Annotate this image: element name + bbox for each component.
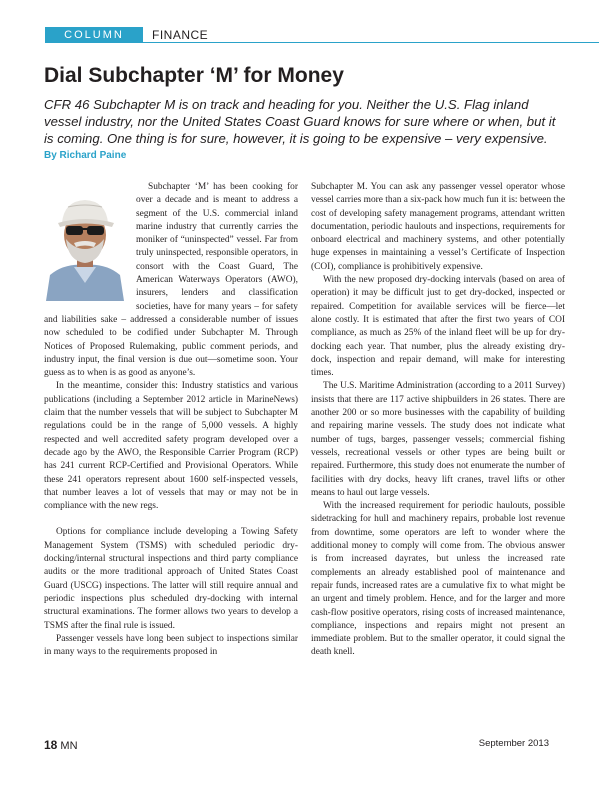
body-paragraph: With the new proposed dry-docking intervals (based on area of operation) it may be difficult just to get dry-docked, inspected or repaired. Competition for available services will be fierce—let alone costly. It is estimated that after the first two years of COI compliance, as much as 25% of the inland fleet will be up for dry-docking each year. That number, plus the already existing dry-dock, inspection and repair demand, will make for interesting times. xyxy=(311,275,565,379)
body-paragraph: Options for compliance include developing a Towing Safety Management System (TSMS) with scheduled periodic dry-docking/internal structural inspections and third party compliance audits or the more traditional approach of United States Coast Guard (USCG) inspections. The latter will still require annual and periodic inspections plus scheduled dry-docking with internal structural examinations. The former allows two years to develop a TSMS after the final rule is issued. xyxy=(44,527,298,631)
page-folio xyxy=(44,738,78,752)
body-paragraph: Subchapter M. You can ask any passenger vessel operator whose vessel carries more than a six-pack how much fun it is: between the cost of developing safety management programs, attendant written documentation, periodic haulouts and inspections, requirements for onboard electrical and machinery systems, and other potentially huge expenses in maintaining a vessel’s Certificate of Inspection (COI), compliance is prohibitively expensive. xyxy=(311,182,565,272)
article-headline: Dial Subchapter ‘M’ for Money xyxy=(44,64,344,87)
body-paragraph: In the meantime, consider this: Industry statistics and various publications (including a September 2012 article in MarineNews) claim that the number vessels that will be subject to Subchapter M regulations could be in the range of 5,000 vessels. A highly respected and well accredited safety program developed over a decade ago by the AWO, the Responsible Carrier Program (RCP) has 241 current RCP-Certified and Provisional Operators. While these 241 operators represent about 1600 self-inspected vessels, that number leaves a lot of vessels that may or may not be in compliance with the new regs. xyxy=(44,381,298,512)
body-paragraph: The U.S. Maritime Administration (according to a 2011 Survey) insists that there are 117 active shipbuilders in 26 states. There are another 200 or so more businesses with the capability of building and repairing marine vessels. The study does not indicate what number of tugs, barges, passenger vessels; commercial fishing vessels, recreational vessels or other types are being built or repaired. Furthermore, this study does not enumerate the number of facilities with dry docks, heavy lift cranes, travel lifts or other means to haul out large vessels. xyxy=(311,381,565,498)
section-name: FINANCE xyxy=(152,28,209,42)
author-photo xyxy=(44,183,126,301)
body-paragraph: Subchapter ‘M’ has been cooking for over a decade and is meant to address a segment of the U.S. commercial inland marine industry that currently carries the moniker of “uninspected” vessel. Far from truly uninspected, responsible operators, in consort with the Coast Guard, The American Waterways Operators (AWO), insurers, lenders and classification societies, have for many years – for safety and liabilities sake – addressed a considerable number of issues now scheduled to be codified under Subchapter M. Through Notices of Proposed Rulemaking, public comment periods, and industry input, the final version is due out—sometime soon. Your guess as to when is as good as anyone’s. xyxy=(44,182,298,379)
column-tab: COLUMN xyxy=(45,27,143,43)
issue-date: September 2013 xyxy=(478,738,549,749)
left-column xyxy=(44,181,298,659)
page-number: 18 xyxy=(44,738,58,752)
body-paragraph: With the increased requirement for periodic haulouts, possible sidetracking for hull and machinery repairs, probable lost revenue from downtime, some operators are left to wonder where the additional money to comply will come from. The obvious answer is from increased dayrates, but unless the increased rate complements an already established pool of maintenance and repair funds, increased rates are a cumulative fix to what might be an urgent and timely problem. Hence, and for the larger and more cash-flow positive operators, rising costs of increased maintenance, compliance, inspections and repairs might not present an immediate problem. But to the smaller operator, it could signal the death knell. xyxy=(311,501,565,658)
article-byline: By Richard Paine xyxy=(44,150,127,161)
header-rule xyxy=(143,42,599,43)
magazine-abbrev: MN xyxy=(60,740,78,752)
body-paragraph: Passenger vessels have long been subject to inspections similar in many ways to the requirements proposed in xyxy=(44,633,298,658)
article-deck: CFR 46 Subchapter M is on track and heading for you. Neither the U.S. Flag inland vessel industry, nor the United States Coast Guard knows for sure where or when, but it is coming. One thing is for sure, however, it is going to be expensive – very expensive. xyxy=(44,97,556,146)
right-column xyxy=(311,181,565,660)
